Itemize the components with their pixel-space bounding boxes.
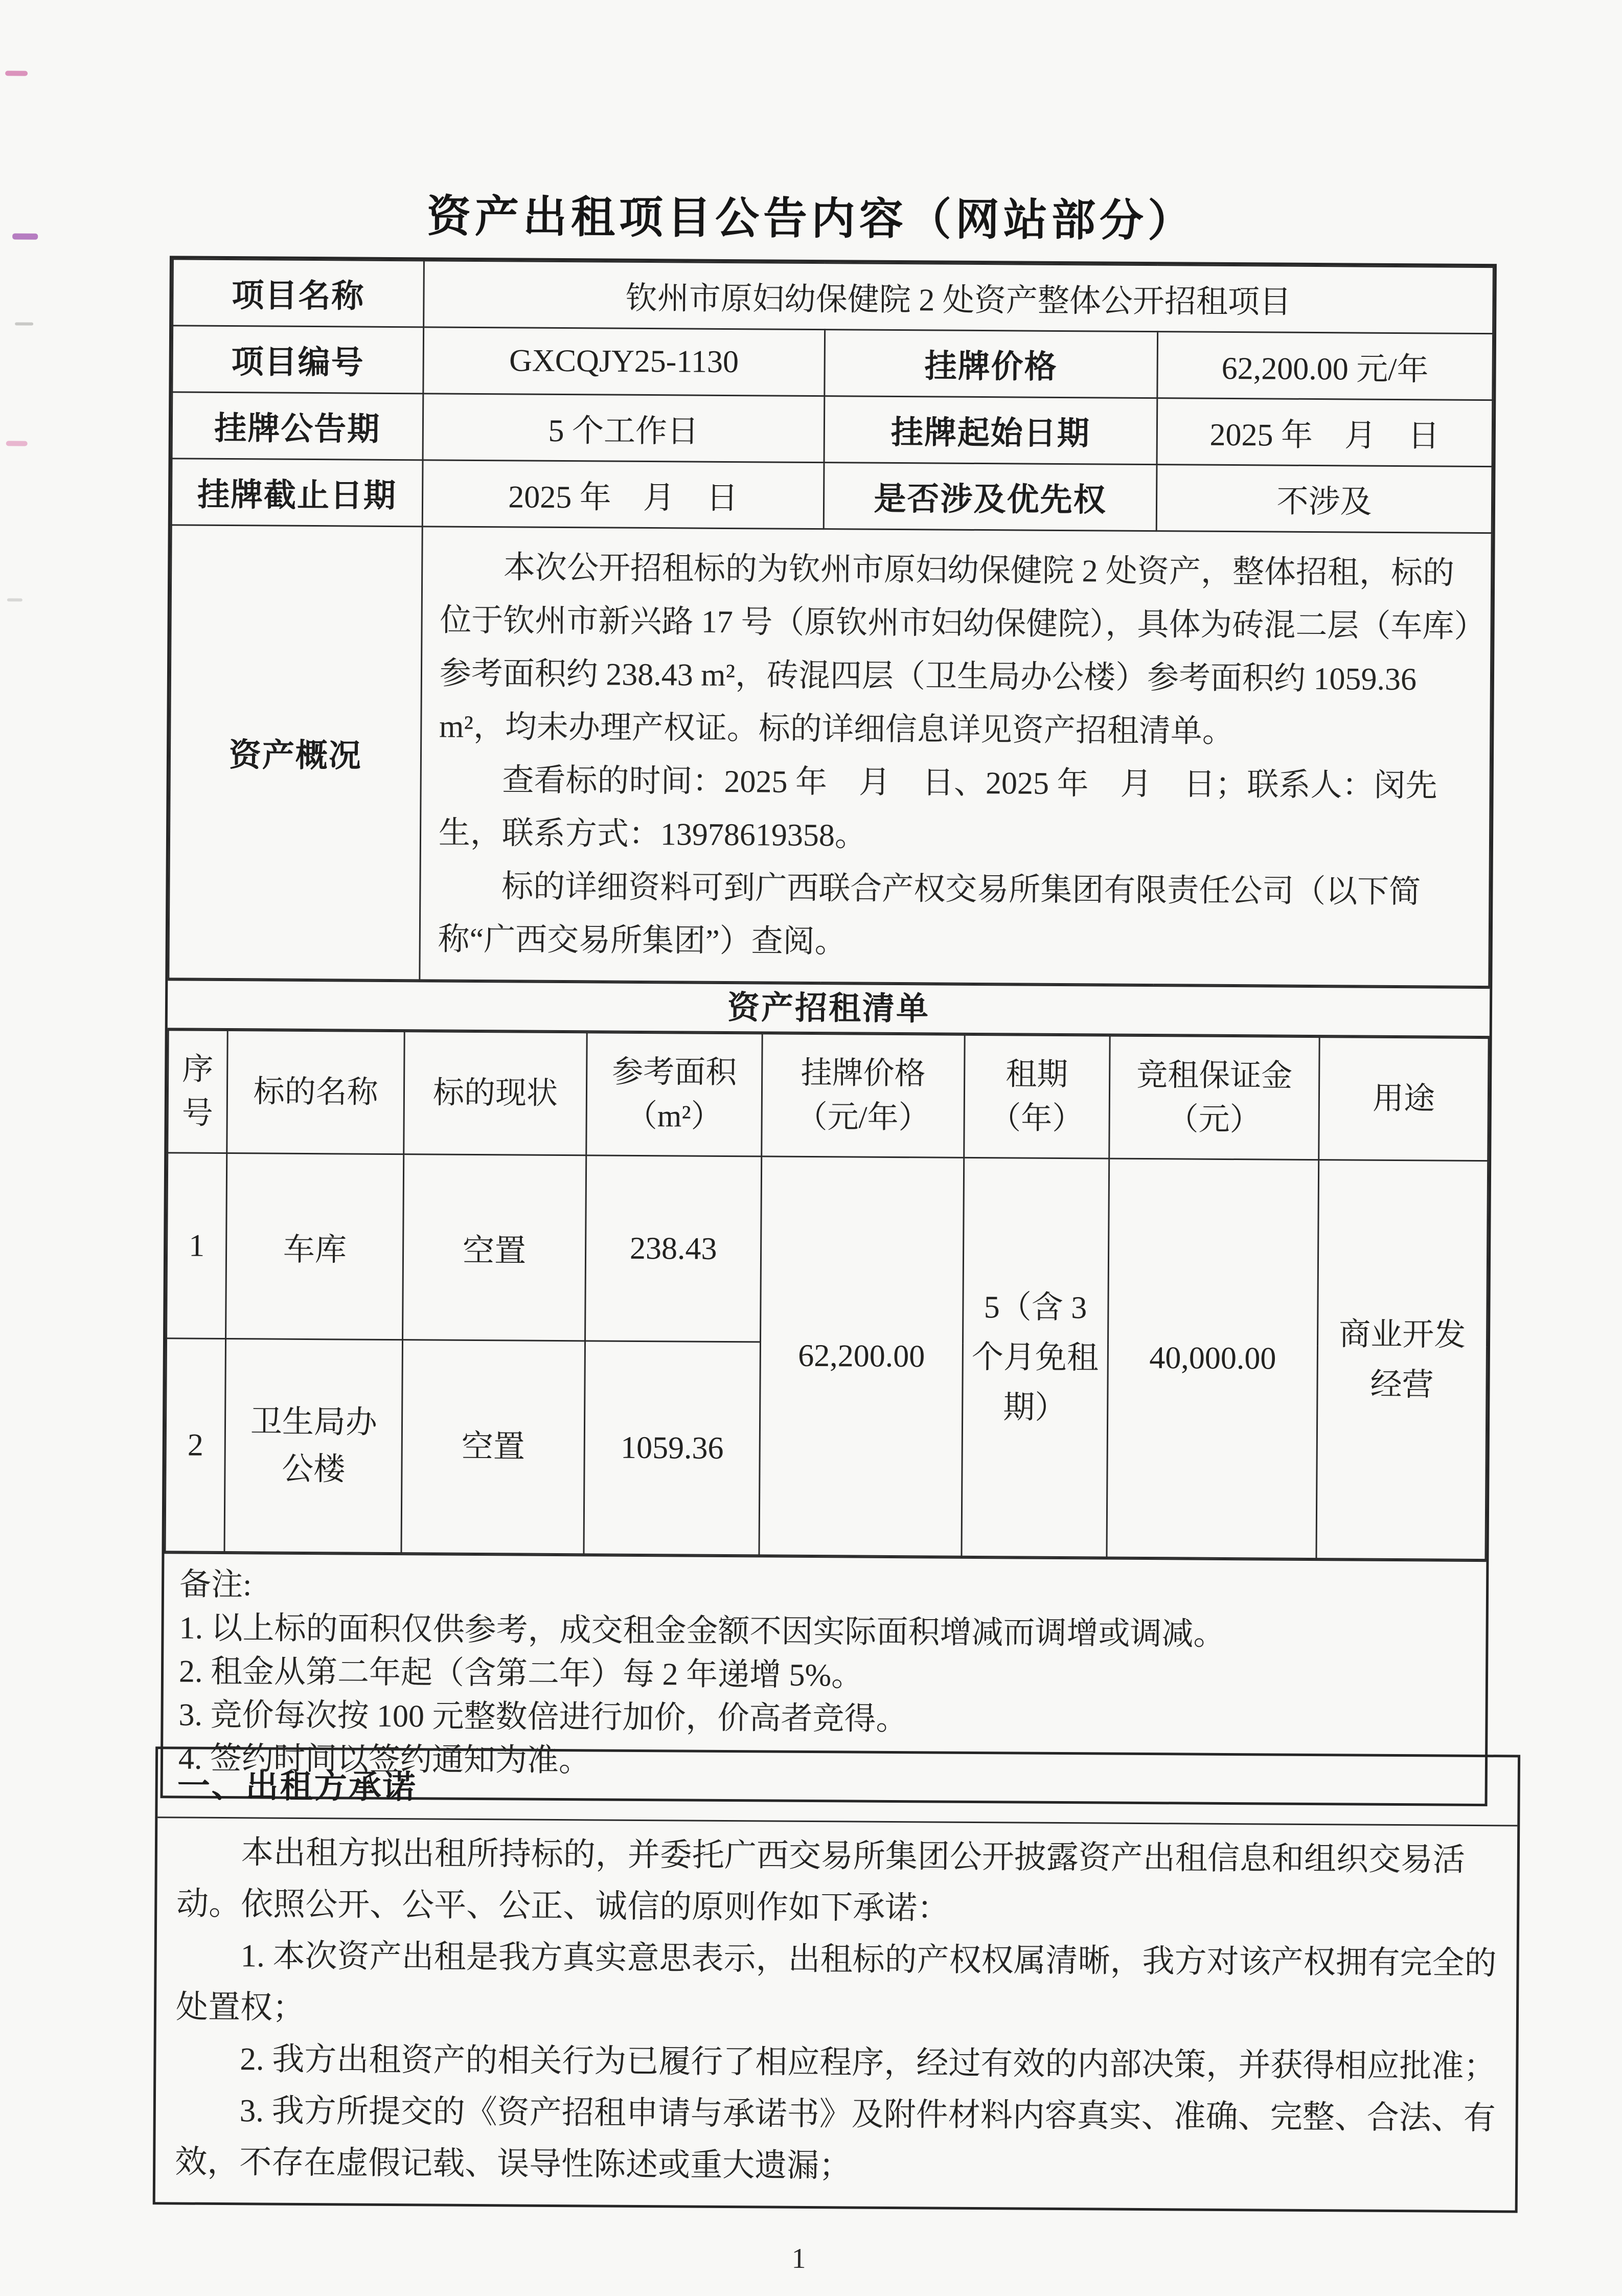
cell-area: 238.43 [585, 1155, 762, 1342]
header-name [227, 1031, 405, 1154]
cell-status: 空置 [401, 1340, 585, 1554]
overview-paragraph: 本次公开招租标的为钦州市原妇幼保健院 2 处资产，整体招租，标的位于钦州市新兴路 17 号（原钦州市妇幼保健院），具体为砖混二层（车库）参考面积约 238.43 m²，砖混四层（卫生局办公楼）参考面积约 1059.36 m²，均未办理产权证。标的详细信息详见资产招租清单。 [439, 550, 1470, 749]
header-line: 租期 [1006, 1057, 1068, 1092]
remark-item: 4. 签约时间以签约通知为准。 [178, 1741, 591, 1779]
project-number-value: GXCQJY25-1130 [423, 327, 825, 396]
promise-paragraph: 本出租方拟出租所持标的，并委托广西交易所集团公开披露资产出租信息和组织交易活动。依照公开、公平、公正、诚信的原则作如下承诺： [176, 1834, 1466, 1926]
promise-paragraph: 3. 我方所提交的《资产招租申请与承诺书》及附件材料内容真实、准确、完整、合法、有效，不存在虚假记载、误导性陈述或重大遗漏； [174, 2093, 1496, 2184]
cell-no: 2 [165, 1338, 226, 1552]
header-term [964, 1035, 1110, 1158]
header-no [168, 1030, 228, 1153]
scan-mark [6, 441, 28, 446]
header-line: 用途 [1372, 1081, 1435, 1116]
header-line: 序 [182, 1052, 214, 1087]
priority-right-value: 不涉及 [1156, 465, 1492, 533]
listing-row-garage [167, 1153, 1488, 1347]
table-row [171, 459, 1492, 533]
cell-status: 空置 [403, 1154, 586, 1341]
header-line: 标的现状 [432, 1075, 558, 1111]
asset-overview-content [420, 527, 1492, 987]
remark-item: 2. 租金从第二年起（含第二年）每 2 年递增 5%。 [178, 1654, 863, 1693]
listing-header-row [168, 1030, 1489, 1161]
header-line: （元） [1167, 1102, 1261, 1137]
listing-price-value: 62,200.00 元/年 [1157, 332, 1493, 400]
announcement-table [161, 256, 1497, 1806]
end-date-value: 2025 年 月 日 [422, 460, 824, 529]
cell-price-merged: 62,200.00 [759, 1156, 964, 1556]
overview-paragraph: 标的详细资料可到广西联合产权交易所集团有限责任公司（以下简称“广西交易所集团”）查阅。 [438, 869, 1421, 960]
project-name-value: 钦州市原妇幼保健院 2 处资产整体公开招租项目 [423, 261, 1493, 334]
header-line: 挂牌价格 [801, 1056, 926, 1091]
header-line: 竞租保证金 [1136, 1058, 1293, 1094]
listing-price-label: 挂牌价格 [825, 330, 1158, 398]
project-info-table [168, 258, 1494, 987]
start-date-value: 2025 年 月 日 [1157, 398, 1493, 467]
remarks-label: 备注: [179, 1567, 252, 1603]
header-line: 参考面积 [612, 1055, 737, 1090]
cell-deposit-merged: 40,000.00 [1107, 1158, 1319, 1558]
table-row [172, 326, 1493, 400]
header-line: （m²） [626, 1099, 722, 1134]
page-number: 1 [791, 2242, 806, 2275]
cell-name: 车库 [226, 1153, 404, 1340]
header-status [404, 1032, 587, 1155]
cell-usage-merged: 商业开发经营 [1316, 1160, 1488, 1560]
page-title: 资产出租项目公告内容（网站部分） [426, 192, 1196, 246]
scan-mark [15, 322, 33, 325]
cell-term-merged: 5（含 3 个月免租期） [961, 1157, 1109, 1557]
announcement-period-label: 挂牌公告期 [172, 392, 423, 460]
cell-name: 卫生局办公楼 [224, 1339, 403, 1553]
promise-heading: 一、出租方承诺 [157, 1749, 1518, 1826]
asset-overview-row [169, 525, 1492, 987]
asset-listing-table [164, 1029, 1489, 1560]
priority-right-label: 是否涉及优先权 [824, 463, 1157, 531]
header-line: （元/年） [796, 1100, 930, 1135]
header-line: 号 [181, 1096, 214, 1131]
cell-no: 1 [167, 1153, 227, 1339]
header-price [762, 1034, 965, 1157]
end-date-label: 挂牌截止日期 [171, 459, 423, 527]
overview-paragraph: 查看标的时间：2025 年 月 日、2025 年 月 日；联系人：闵先生，联系方式：13978619358。 [438, 763, 1437, 853]
scan-mark [5, 71, 28, 76]
listing-section-title: 资产招租清单 [168, 979, 1490, 1037]
remark-item: 3. 竞价每次按 100 元整数倍进行加价，价高者竞得。 [178, 1697, 908, 1737]
table-row [173, 259, 1494, 334]
cell-area: 1059.36 [584, 1341, 761, 1555]
project-number-label: 项目编号 [172, 326, 424, 394]
start-date-label: 挂牌起始日期 [824, 396, 1157, 465]
promise-paragraph: 2. 我方出租资产的相关行为已履行了相应程序，经过有效的内部决策，并获得相应批准； [240, 2041, 1496, 2085]
header-line: （年） [990, 1101, 1084, 1136]
table-row [172, 392, 1493, 467]
asset-overview-label: 资产概况 [169, 525, 422, 980]
header-line: 标的名称 [253, 1074, 378, 1110]
scan-mark [7, 598, 22, 601]
header-area [586, 1033, 763, 1156]
project-name-label: 项目名称 [173, 259, 424, 327]
header-deposit [1109, 1036, 1319, 1160]
promise-paragraph: 1. 本次资产出租是我方真实意思表示，出租标的产权权属清晰，我方对该产权拥有完全的处置权； [175, 1938, 1497, 2026]
promise-body [155, 1818, 1518, 2210]
remark-item: 1. 以上标的面积仅供参考，成交租金金额不因实际面积增减而调增或调减。 [179, 1610, 1225, 1652]
announcement-period-value: 5 个工作日 [423, 394, 825, 463]
lessor-promise-section [153, 1746, 1520, 2213]
header-usage [1319, 1037, 1489, 1161]
